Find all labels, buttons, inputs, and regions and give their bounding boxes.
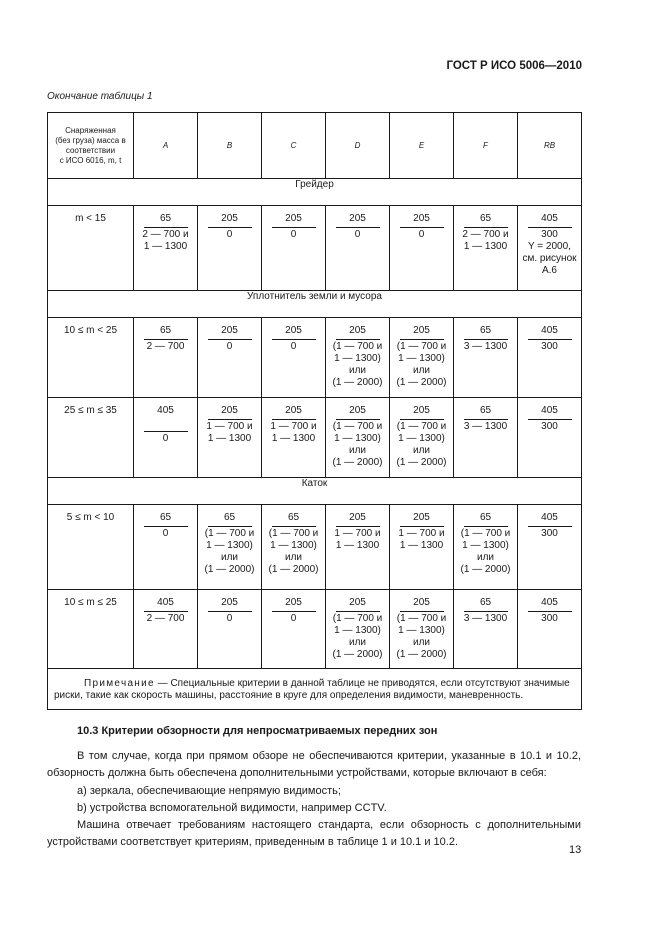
criteria-fraction: [134, 505, 197, 540]
section-paragraph-2: Машина отвечает требованиям настоящего стандарта, если обзорность с дополнительными устройствами соответствует критериям, приведенным в таблице 1 и 10.1 и 10.2.: [47, 819, 581, 849]
denominator: (1 — 2000): [332, 377, 383, 388]
list-item-a: a) зеркала, обеспечивающие непрямую видимость;: [77, 784, 341, 797]
criteria-cell: [198, 398, 262, 478]
fraction-line: [208, 419, 252, 420]
criteria-fraction: [518, 206, 581, 277]
denominator: (1 — 700 и: [332, 341, 383, 352]
criteria-fraction: [198, 398, 261, 445]
criteria-fraction: [134, 590, 197, 625]
fraction-line: [400, 227, 444, 228]
denominator: А.6: [541, 265, 557, 276]
criteria-fraction: [454, 590, 517, 625]
denominator: 0: [226, 229, 233, 240]
numerator: 65: [287, 512, 300, 523]
numerator: 405: [541, 512, 558, 523]
numerator: 205: [221, 213, 238, 224]
fraction-line: [208, 339, 252, 340]
criteria-cell: [518, 206, 582, 291]
criteria-cell: [390, 318, 454, 398]
criteria-cell: [390, 505, 454, 590]
fraction-line: [336, 339, 380, 340]
criteria-fraction: [262, 505, 325, 576]
fraction-line: [272, 611, 316, 612]
denominator: (1 — 2000): [396, 457, 447, 468]
denominator: (1 — 700 и: [332, 613, 383, 624]
denominator: (1 — 2000): [332, 649, 383, 660]
criteria-fraction: [326, 318, 389, 389]
denominator: 0: [226, 341, 233, 352]
criteria-fraction: [390, 590, 453, 661]
criteria-cell: [390, 206, 454, 291]
numerator: 205: [285, 325, 302, 336]
section-title-row: [48, 291, 582, 318]
criteria-cell: [134, 206, 198, 291]
fraction-line: [272, 227, 316, 228]
denominator: или: [348, 365, 366, 376]
denominator: 300: [541, 528, 558, 539]
table-row: [48, 590, 582, 669]
fraction-line: [528, 227, 572, 228]
numerator: 205: [349, 325, 366, 336]
criteria-fraction: [198, 318, 261, 353]
visibility-criteria-table: [47, 112, 582, 710]
denominator: (1 — 2000): [268, 564, 319, 575]
criteria-fraction: [198, 206, 261, 241]
denominator: или: [412, 637, 430, 648]
denominator: или: [284, 552, 302, 563]
fraction-line: [464, 611, 508, 612]
numerator: 205: [221, 597, 238, 608]
header-column-rb: RB: [518, 113, 582, 179]
table-row: [48, 398, 582, 478]
numerator: 405: [541, 597, 558, 608]
numerator: 205: [285, 213, 302, 224]
denominator: 1 — 1300: [143, 241, 188, 252]
denominator: 2 — 700 и: [142, 229, 189, 240]
denominator: 0: [290, 341, 297, 352]
denominator: Y = 2000,: [528, 241, 571, 252]
fraction-line: [464, 526, 508, 527]
numerator: 205: [285, 405, 302, 416]
denominator: (1 — 2000): [396, 377, 447, 388]
denominator: 0: [290, 229, 297, 240]
table-note-row: [48, 669, 582, 710]
section-title-row: [48, 179, 582, 206]
header-column-a: A: [134, 113, 198, 179]
criteria-cell: [198, 318, 262, 398]
fraction-line: [272, 419, 316, 420]
denominator: или: [412, 365, 430, 376]
denominator: 1 — 1300): [334, 625, 381, 636]
denominator: 1 — 1300: [399, 540, 444, 551]
header-column-e: E: [390, 113, 454, 179]
denominator: 3 — 1300: [463, 341, 508, 352]
criteria-cell: [326, 398, 390, 478]
criteria-fraction: [326, 505, 389, 552]
criteria-cell: [454, 206, 518, 291]
criteria-cell: [518, 398, 582, 478]
criteria-cell: [326, 318, 390, 398]
table-caption: Окончание таблицы 1: [47, 91, 153, 102]
fraction-line: [528, 339, 572, 340]
criteria-fraction: [134, 318, 197, 353]
fraction-line: [400, 339, 444, 340]
criteria-fraction: [134, 206, 197, 253]
fraction-line: [144, 526, 188, 527]
denominator: 1 — 1300): [398, 625, 445, 636]
table-row: [48, 206, 582, 291]
fraction-line: [208, 611, 252, 612]
numerator: 205: [285, 597, 302, 608]
criteria-fraction: [262, 590, 325, 625]
criteria-cell: [262, 206, 326, 291]
criteria-fraction: [326, 398, 389, 469]
table-header-row: [48, 113, 582, 179]
header-column-c: C: [262, 113, 326, 179]
criteria-cell: [390, 398, 454, 478]
denominator: 1 — 1300): [334, 353, 381, 364]
criteria-cell: [326, 590, 390, 669]
denominator: 3 — 1300: [463, 613, 508, 624]
header-mass-line: с ИСО 6016, m, t: [59, 155, 122, 165]
criteria-cell: [134, 590, 198, 669]
section-title: Грейдер: [48, 179, 582, 206]
fraction-line: [208, 227, 252, 228]
criteria-cell: [262, 590, 326, 669]
denominator: (1 — 700 и: [396, 613, 447, 624]
denominator: 1 — 700 и: [270, 421, 317, 432]
denominator: (1 — 700 и: [332, 421, 383, 432]
criteria-cell: [326, 206, 390, 291]
denominator: (1 — 700 и: [204, 528, 255, 539]
denominator: (1 — 700 и: [396, 421, 447, 432]
denominator: 1 — 700 и: [334, 528, 381, 539]
fraction-line: [336, 419, 380, 420]
document-standard-header: ГОСТ Р ИСО 5006—2010: [446, 60, 582, 72]
numerator: 205: [221, 325, 238, 336]
denominator: (1 — 2000): [460, 564, 511, 575]
denominator: 300: [541, 421, 558, 432]
criteria-cell: [518, 590, 582, 669]
criteria-cell: [518, 318, 582, 398]
criteria-cell: [518, 505, 582, 590]
fraction-line: [528, 419, 572, 420]
note-label: Примечание: [84, 678, 155, 689]
criteria-cell: [454, 318, 518, 398]
denominator: 0: [162, 433, 169, 444]
fraction-line: [144, 611, 188, 612]
header-mass-line: соответствии: [65, 145, 116, 155]
numerator: 65: [479, 405, 492, 416]
denominator: 1 — 1300): [270, 540, 317, 551]
fraction-line: [464, 339, 508, 340]
denominator: 1 — 1300): [206, 540, 253, 551]
section-10-3: [47, 723, 581, 851]
numerator: 65: [159, 512, 172, 523]
criteria-fraction: [390, 206, 453, 241]
fraction-line: [144, 227, 188, 228]
header-mass-line: Снаряженная: [65, 125, 116, 135]
criteria-fraction: [518, 398, 581, 433]
numerator: 205: [221, 405, 238, 416]
table-row: [48, 505, 582, 590]
denominator: 3 — 1300: [463, 421, 508, 432]
denominator: (1 — 700 и: [268, 528, 319, 539]
denominator: 1 — 1300): [398, 353, 445, 364]
criteria-cell: [454, 590, 518, 669]
criteria-fraction: [518, 590, 581, 625]
denominator: 300: [541, 341, 558, 352]
fraction-line: [400, 611, 444, 612]
numerator: 205: [349, 597, 366, 608]
criteria-fraction: [454, 398, 517, 433]
fraction-line: [464, 419, 508, 420]
criteria-cell: [134, 398, 198, 478]
mass-range-label: 10 ≤ m < 25: [48, 318, 134, 398]
fraction-line: [528, 611, 572, 612]
denominator: 0: [162, 528, 169, 539]
numerator: 205: [349, 512, 366, 523]
criteria-fraction: [454, 318, 517, 353]
numerator: 205: [413, 325, 430, 336]
criteria-cell: [198, 590, 262, 669]
criteria-fraction: [134, 398, 197, 445]
header-mass-line: (без груза) масса в: [55, 135, 126, 145]
numerator: 405: [541, 325, 558, 336]
denominator: 1 — 1300: [271, 433, 316, 444]
numerator: 205: [413, 405, 430, 416]
criteria-cell: [198, 505, 262, 590]
denominator: 0: [354, 229, 361, 240]
numerator: 65: [223, 512, 236, 523]
fraction-line: [144, 431, 188, 432]
header-column-b: B: [198, 113, 262, 179]
fraction-line: [464, 227, 508, 228]
criteria-fraction: [262, 398, 325, 445]
numerator: 405: [541, 213, 558, 224]
mass-range-label: 25 ≤ m ≤ 35: [48, 398, 134, 478]
fraction-line: [400, 419, 444, 420]
denominator: или: [220, 552, 238, 563]
criteria-fraction: [198, 590, 261, 625]
criteria-fraction: [262, 206, 325, 241]
fraction-line: [208, 526, 252, 527]
section-title: Уплотнитель земли и мусора: [48, 291, 582, 318]
denominator: 0: [290, 613, 297, 624]
criteria-fraction: [454, 505, 517, 576]
criteria-fraction: [390, 398, 453, 469]
criteria-cell: [262, 505, 326, 590]
denominator: 300: [541, 613, 558, 624]
numerator: 205: [413, 597, 430, 608]
numerator: 205: [349, 405, 366, 416]
numerator: 205: [413, 213, 430, 224]
criteria-cell: [262, 318, 326, 398]
denominator: (1 — 2000): [332, 457, 383, 468]
denominator: (1 — 2000): [396, 649, 447, 660]
fraction-line: [144, 339, 188, 340]
header-column-d: D: [326, 113, 390, 179]
criteria-cell: [454, 505, 518, 590]
page-number: 13: [569, 844, 582, 856]
denominator: 1 — 700 и: [206, 421, 253, 432]
section-heading: 10.3 Критерии обзорности для непросматриваемых передних зон: [77, 725, 438, 737]
criteria-fraction: [390, 318, 453, 389]
mass-range-label: 10 ≤ m ≤ 25: [48, 590, 134, 669]
numerator: 405: [541, 405, 558, 416]
criteria-fraction: [518, 318, 581, 353]
numerator: 405: [157, 597, 174, 608]
denominator: или: [348, 637, 366, 648]
denominator: 2 — 700: [146, 341, 185, 352]
criteria-cell: [134, 318, 198, 398]
criteria-cell: [326, 505, 390, 590]
criteria-cell: [262, 398, 326, 478]
fraction-line: [400, 526, 444, 527]
header-mass-column: [48, 113, 134, 179]
denominator: (1 — 700 и: [460, 528, 511, 539]
denominator: 1 — 1300): [334, 433, 381, 444]
denominator: 2 — 700 и: [462, 229, 509, 240]
note-text: — Специальные критерии в данной таблице не приводятся, если отсутствуют значимые риски, такие как скорость машины, расстояние в круге для определения видимости, маневренность.: [54, 678, 570, 701]
denominator: 0: [226, 613, 233, 624]
criteria-cell: [134, 505, 198, 590]
fraction-line: [336, 611, 380, 612]
criteria-fraction: [326, 206, 389, 241]
table-note: [48, 669, 582, 710]
section-title-row: [48, 478, 582, 505]
criteria-fraction: [390, 505, 453, 552]
criteria-fraction: [454, 206, 517, 253]
criteria-cell: [198, 206, 262, 291]
fraction-line: [272, 526, 316, 527]
denominator: 1 — 1300: [335, 540, 380, 551]
denominator: 1 — 700 и: [398, 528, 445, 539]
denominator: 1 — 1300): [462, 540, 509, 551]
numerator: 205: [413, 512, 430, 523]
list-item-b: b) устройства вспомогательной видимости, например CCTV.: [77, 801, 387, 814]
numerator: [134, 417, 197, 429]
table-row: [48, 318, 582, 398]
denominator: 2 — 700: [146, 613, 185, 624]
denominator: 300: [541, 229, 558, 240]
denominator: 1 — 1300): [398, 433, 445, 444]
criteria-fraction: [326, 590, 389, 661]
denominator: или: [348, 445, 366, 456]
numerator: 205: [349, 213, 366, 224]
criteria-fraction: [198, 505, 261, 576]
denominator: или: [476, 552, 494, 563]
denominator: см. рисунок: [522, 253, 577, 264]
denominator: или: [412, 445, 430, 456]
fraction-line: [272, 339, 316, 340]
section-paragraph-1: В том случае, когда при прямом обзоре не обеспечиваются критерии, указанные в 10.1 и 10.2, обзорность должна быть обеспечена дополнительными устройствами, которые включают в себя:: [47, 750, 581, 780]
numerator: 65: [159, 325, 172, 336]
numerator: 65: [159, 213, 172, 224]
fraction-line: [528, 526, 572, 527]
mass-range-label: m < 15: [48, 206, 134, 291]
numerator: 65: [479, 325, 492, 336]
denominator: (1 — 700 и: [396, 341, 447, 352]
numerator: 65: [479, 213, 492, 224]
criteria-cell: [390, 590, 454, 669]
denominator: 1 — 1300: [463, 241, 508, 252]
fraction-line: [336, 227, 380, 228]
section-title: Каток: [48, 478, 582, 505]
denominator: 1 — 1300: [207, 433, 252, 444]
denominator: 0: [418, 229, 425, 240]
numerator: 65: [479, 597, 492, 608]
denominator: (1 — 2000): [204, 564, 255, 575]
fraction-line: [336, 526, 380, 527]
numerator: 405: [157, 405, 174, 416]
criteria-fraction: [518, 505, 581, 540]
header-column-f: F: [454, 113, 518, 179]
numerator: 65: [479, 512, 492, 523]
mass-range-label: 5 ≤ m < 10: [48, 505, 134, 590]
criteria-cell: [454, 398, 518, 478]
criteria-fraction: [262, 318, 325, 353]
